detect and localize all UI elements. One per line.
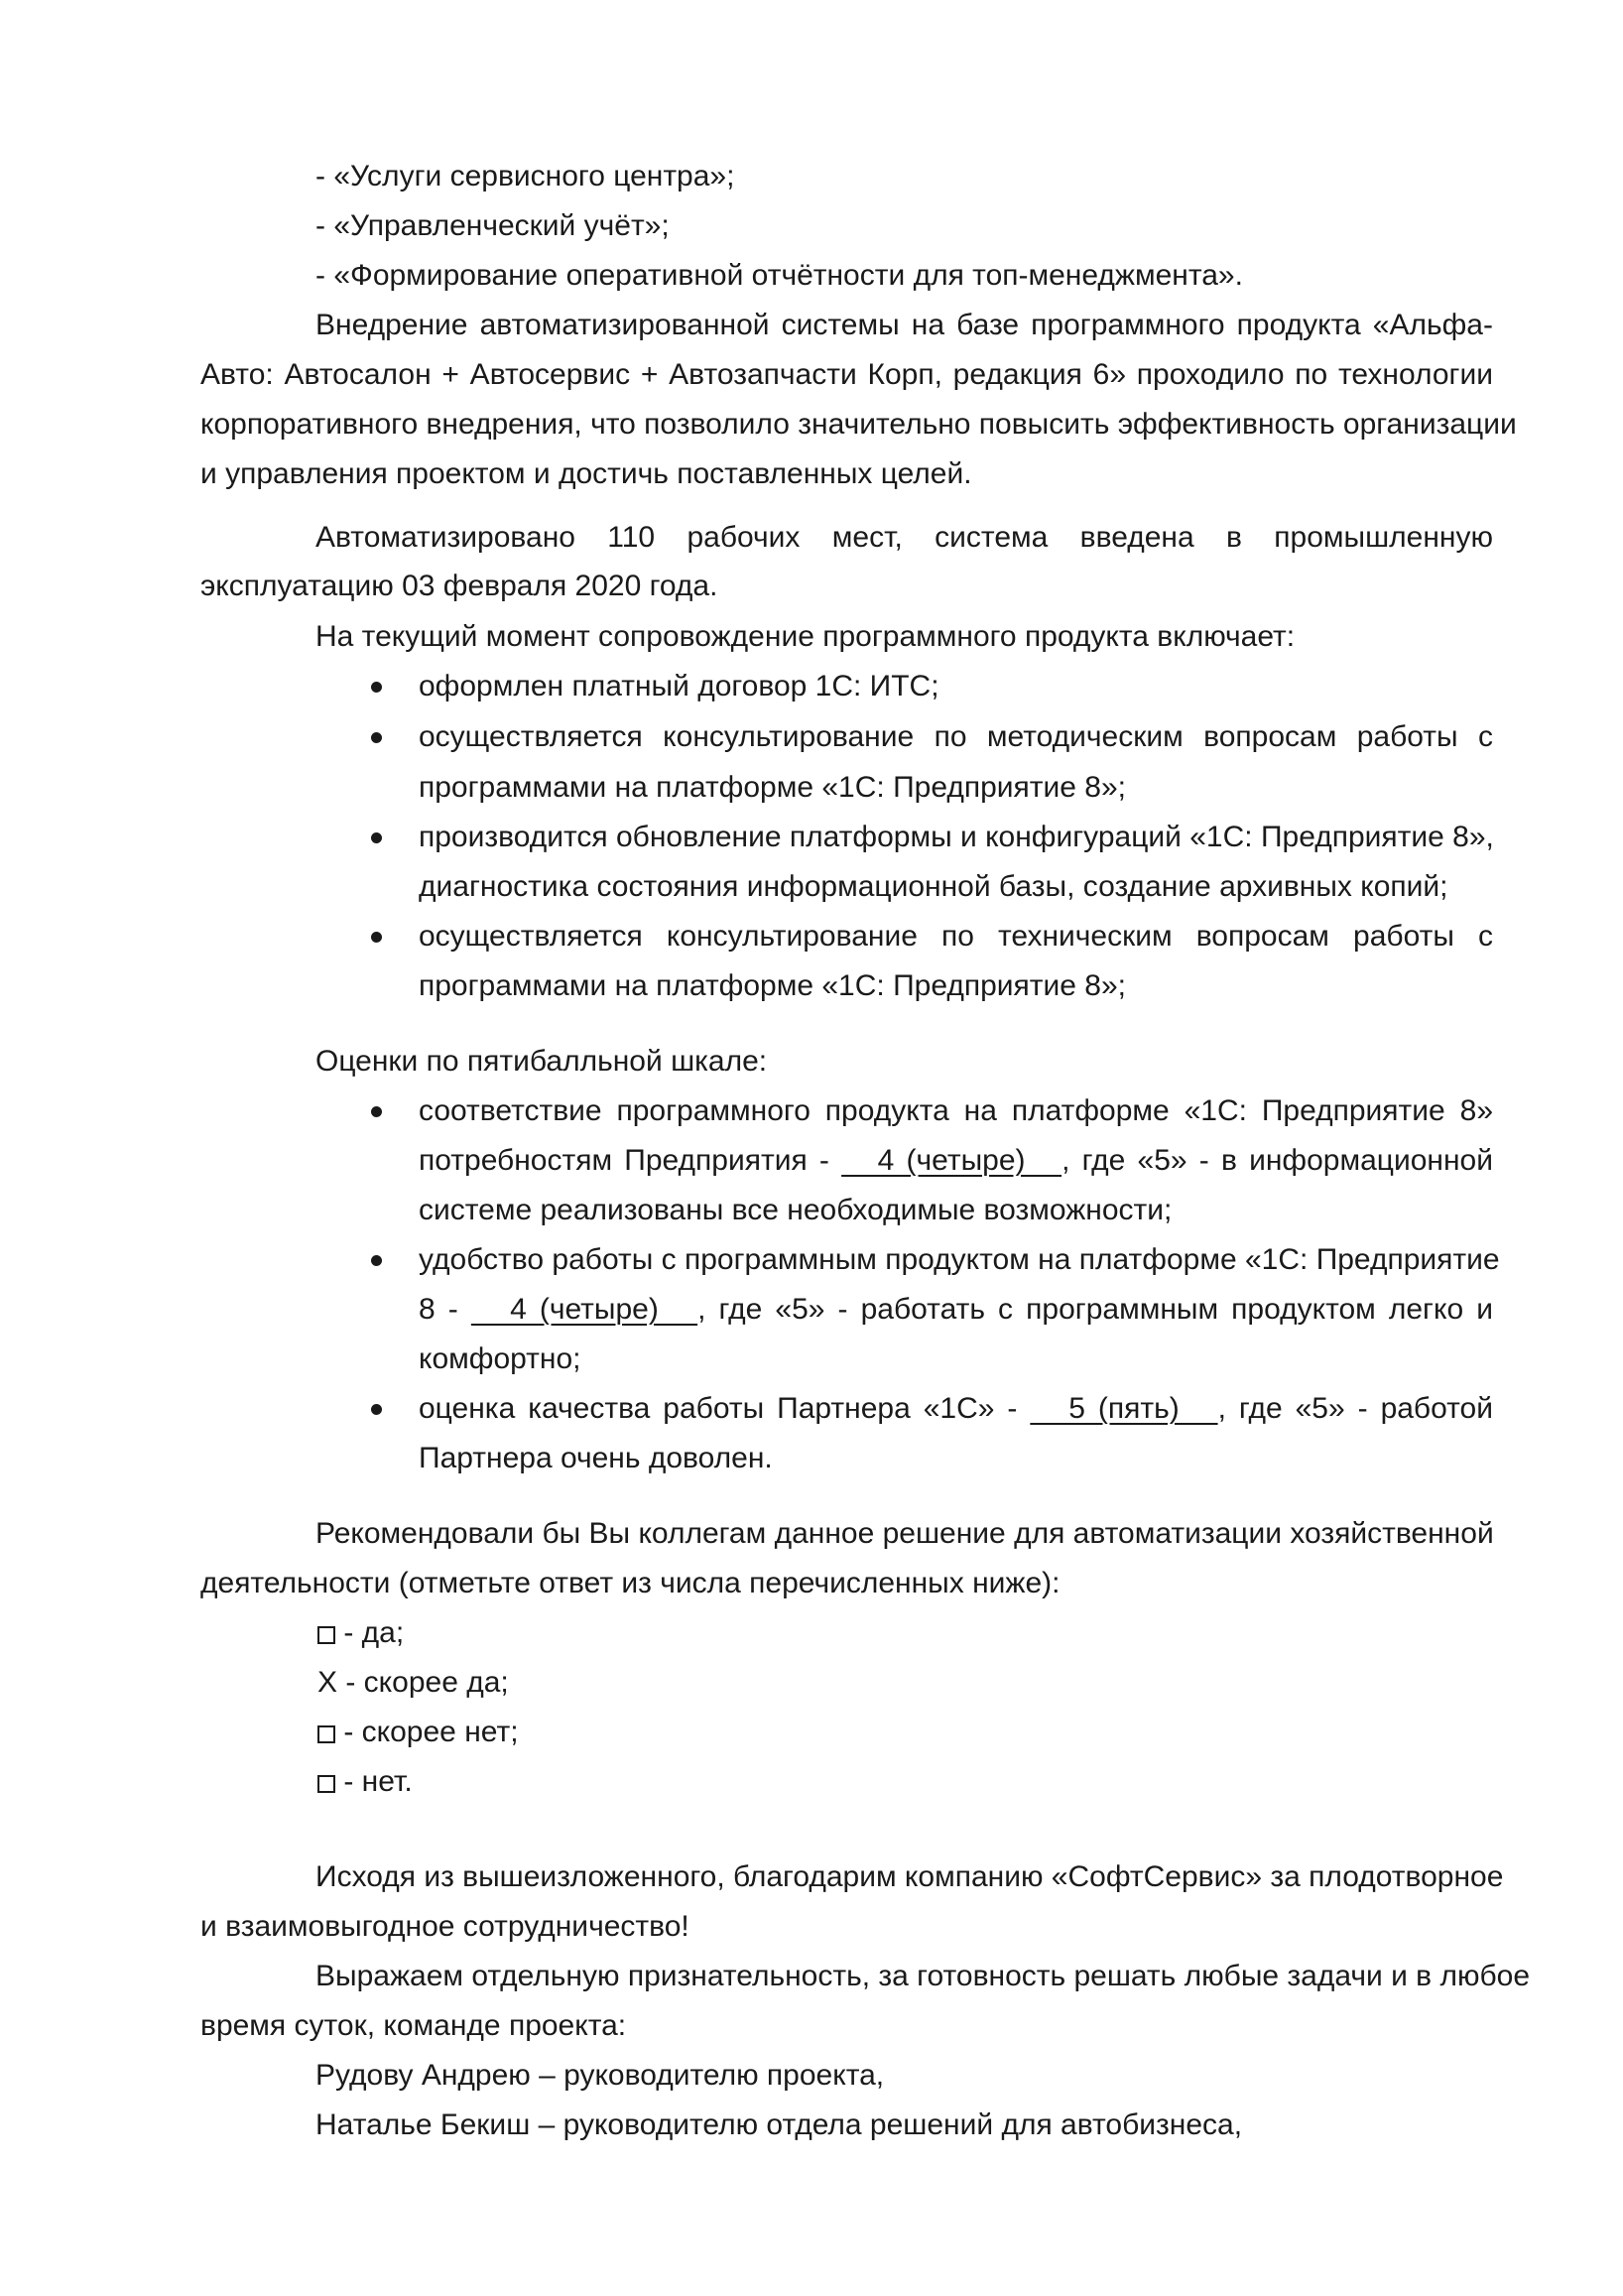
- rating-value-field: 5 (пять): [1030, 1392, 1218, 1425]
- support-item: программами на платформе «1С: Предприятие 8»;: [419, 969, 1127, 1002]
- rating-value-field: 4 (четыре): [841, 1144, 1062, 1177]
- team-member: Рудову Андрею – руководителю проекта,: [315, 2059, 885, 2092]
- paragraph-line: корпоративного внедрения, что позволило значительно повысить эффективность организации: [200, 408, 1517, 441]
- support-item: осуществляется консультирование по методическим вопросам работы с: [419, 720, 1493, 753]
- rating-line: комфортно;: [419, 1342, 581, 1375]
- gratitude-line: Выражаем отдельную признательность, за готовность решать любые задачи и в любое: [315, 1960, 1531, 1992]
- paragraph-line: Внедрение автоматизированной системы на базе программного продукта «Альфа-: [315, 309, 1493, 341]
- rating-line: потребностям Предприятия - 4 (четыре) , где «5» - в информационной: [419, 1144, 1493, 1177]
- gratitude-line: время суток, команде проекта:: [200, 2009, 627, 2042]
- option-rather-no: - скорее нет;: [317, 1715, 519, 1750]
- support-item: программами на платформе «1С: Предприятие 8»;: [419, 771, 1127, 804]
- team-member: Наталье Бекиш – руководителю отдела решений для автобизнеса,: [315, 2108, 1243, 2141]
- bullet-icon: [371, 1106, 382, 1117]
- bullet-icon: [371, 682, 382, 693]
- rating-line: Партнера очень доволен.: [419, 1442, 773, 1474]
- rating-line: системе реализованы все необходимые возможности;: [419, 1194, 1173, 1226]
- x-mark-icon: X: [317, 1666, 338, 1699]
- rating-line: удобство работы с программным продуктом на платформе «1С: Предприятие: [419, 1243, 1500, 1276]
- bullet-icon: [371, 1404, 382, 1415]
- paragraph-line: Автоматизировано 110 рабочих мест, система введена в промышленную: [315, 521, 1493, 554]
- option-rather-yes: X - скорее да;: [317, 1666, 509, 1699]
- checkbox-icon: [317, 1725, 335, 1743]
- service-line: - «Формирование оперативной отчётности для топ-менеджмента».: [315, 259, 1243, 292]
- rating-value-field: 4 (четыре): [470, 1293, 698, 1326]
- rating-line: 8 - 4 (четыре) , где «5» - работать с программным продуктом легко и: [419, 1293, 1493, 1326]
- ratings-intro: Оценки по пятибалльной шкале:: [315, 1045, 768, 1078]
- bullet-icon: [371, 832, 382, 843]
- bullet-icon: [371, 932, 382, 943]
- checkbox-icon: [317, 1775, 335, 1793]
- paragraph-line: Авто: Автосалон + Автосервис + Автозапчасти Корп, редакция 6» проходило по технологии: [200, 358, 1493, 391]
- option-no: - нет.: [317, 1764, 413, 1800]
- paragraph-line: эксплуатацию 03 февраля 2020 года.: [200, 570, 718, 602]
- recommend-question: деятельности (отметьте ответ из числа перечисленных ниже):: [200, 1567, 1061, 1599]
- support-item: осуществляется консультирование по техническим вопросам работы с: [419, 920, 1493, 953]
- support-item: оформлен платный договор 1С: ИТС;: [419, 670, 939, 702]
- paragraph-line: и управления проектом и достичь поставленных целей.: [200, 457, 972, 490]
- thanks-line: Исходя из вышеизложенного, благодарим компанию «СофтСервис» за плодотворное: [315, 1860, 1504, 1893]
- support-item: производится обновление платформы и конфигураций «1С: Предприятие 8»,: [419, 821, 1494, 853]
- checkbox-icon: [317, 1626, 335, 1644]
- support-item: диагностика состояния информационной базы, создание архивных копий;: [419, 870, 1448, 903]
- recommend-question: Рекомендовали бы Вы коллегам данное решение для автоматизации хозяйственной: [315, 1517, 1494, 1550]
- rating-line: соответствие программного продукта на платформе «1С: Предприятие 8»: [419, 1094, 1493, 1127]
- service-line: - «Услуги сервисного центра»;: [315, 160, 735, 192]
- support-intro: На текущий момент сопровождение программного продукта включает:: [315, 620, 1296, 653]
- thanks-line: и взаимовыгодное сотрудничество!: [200, 1910, 689, 1943]
- option-yes: - да;: [317, 1615, 404, 1651]
- rating-line: оценка качества работы Партнера «1С» - 5 (пять) , где «5» - работой: [419, 1392, 1493, 1425]
- bullet-icon: [371, 732, 382, 743]
- service-line: - «Управленческий учёт»;: [315, 209, 670, 242]
- bullet-icon: [371, 1255, 382, 1266]
